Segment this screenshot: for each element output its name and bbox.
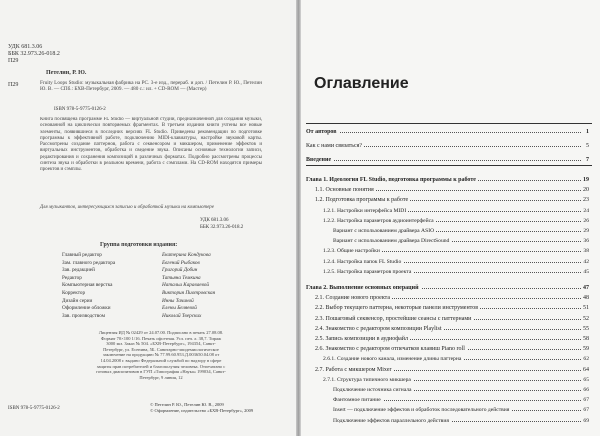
toc-entry-label: 2.7.1. Структура типичного микшера [323,376,411,383]
toc-entry[interactable] [301,247,591,256]
bbk-code-bottom: ББК 32.973.26-018.2 [200,225,244,230]
toc-entry[interactable] [301,325,591,334]
page-title: Оглавление [314,75,409,92]
imprint-text: Лицензия ИД № 02429 от 24.07.00. Подписано в печать 27.08.08. Формат 70×100 1/16. Печать офсетная. Усл. печ. л. 38,7. Тираж 3000 экз. Заказ № 504. «БХВ-Петербург», 194354, Санкт-Петербург, ул. Есенина, 5Б. Санитарно-эпидемиологическое заключение на продукцию № 77.99.60.953.Д.003650.04.08 от 14.04.2008 г. выдано Федеральной службой по надзору в сфере защиты прав потребителей и благополучия человека. Отпечатано с готовых диапозитивов в ГУП «Типография «Наука» 199034, Санкт-Петербург, 9 линия, 12 [96,330,226,380]
toc-entry[interactable] [301,196,591,205]
toc-entry-label: 1.2. Подготовка программы к работе [315,197,409,204]
toc-page-number: 38 [583,248,589,255]
staff-row: Зам. главного редактора Евгений Рыбаков [62,259,200,266]
toc-entry[interactable] [301,396,591,405]
toc-page-number: 67 [583,407,589,414]
toc-leader-dots [306,160,581,161]
toc-entry[interactable] [301,258,591,267]
staff-row: Зав. редакцией Григорий Добин [62,267,198,274]
toc-entry-label: 1.2.2. Настройка параметров аудиоинтерфейса [323,217,434,224]
toc-page-number: 45 [583,268,589,275]
staff-row: Корректор Виктория Пиотровская [62,289,216,296]
toc-entry[interactable] [301,417,591,426]
toc-entry[interactable] [301,268,591,277]
staff-row: Дизайн серии Инны Тачиной [62,297,194,304]
toc-entry-label: Insert — подключение эффектов и обработок последовательного действия [333,407,510,414]
toc-entry-label: Введение [306,157,332,163]
staff-row: Редактор Татьяна Темкина [62,274,201,281]
toc-entry-label: Подключение источника сигнала [333,387,412,393]
toc-entry[interactable] [301,315,591,324]
toc-entry[interactable] [301,345,591,354]
book-description: Fruity Loops Studio: музыкальная фабрика на PC. 3-е изд., перераб. и доп. / Петелин Р. Ю., Петелин Ю. В. — СПб.: БХВ-Петербург, 2009. — 480 с.: ил. + CD-ROM — (Мастер) [40,80,262,93]
toc-entry[interactable] [301,186,591,195]
toc-entry-label: 2.4. Знакомство с редактором композиции Playlist [315,325,442,332]
toc-page-number: 59 [583,346,589,353]
toc-entry[interactable] [301,355,591,364]
toc-entry-label: 2.7. Работа с микшером Mixer [315,366,392,373]
toc-entry-label: 2.2. Выбор текущего паттерна, некоторые панели инструментов [315,305,479,312]
section-divider [306,165,592,166]
toc-page-number: 52 [583,315,589,322]
toc-page-number: 69 [583,417,589,424]
toc-leader-dots [306,132,581,133]
toc-entry[interactable] [301,304,591,313]
audience-note: Для музыкантов, интересующихся записью и обработкой музыки на компьютере [40,205,215,210]
toc-page-number: 20 [583,187,589,194]
staff-row: Оформление обложки Елены Беляевой [62,305,197,312]
toc-entry[interactable] [301,386,591,395]
staff-row: Компьютерная верстка Натальи Караваевой [62,282,209,289]
toc-page-number: 64 [583,366,589,373]
udk-code-bottom: УДК 681.3.06 [200,218,229,223]
toc-page-number: 48 [583,295,589,302]
toc-page-number: 67 [583,397,589,404]
toc-page-number: 47 [583,285,589,291]
toc-entry[interactable] [301,227,591,236]
toc-entry-label: Вариант с использованием драйвера DirectSound [333,238,450,245]
udk-code: УДК 681.3.06 [8,44,43,50]
toc-entry-label: От авторов [306,129,337,135]
toc-entry-label: Фантомное питание [333,397,381,404]
catalog-code-side: П29 [8,82,19,88]
toc-page-number: 19 [583,177,589,183]
bbk-code: ББК 32.973.26-018.2 [8,51,60,57]
toc-entry[interactable] [301,294,591,303]
toc-page-number: 36 [583,238,589,245]
toc-entry-label: 1.2.5. Настройка параметров проекта [323,268,412,275]
toc-entry-label: 2.6.1. Создание нового канала, изменение длины паттерна [323,356,462,363]
toc-entry-label: 1.2.3. Общие настройки [323,248,380,255]
toc-entry-label: Как с нами связаться? [306,143,363,149]
toc-entry-label: 2.3. Пошаговый секвенсор, простейшие сеансы с паттернами [315,315,472,322]
left-page [0,0,296,436]
staff-row: Зав. производством Николай Тверских [62,312,202,319]
toc-entry-label: Вариант с использованием драйвера ASIO [333,228,435,234]
isbn-line: ISBN 978-5-9775-0126-2 [54,107,106,112]
toc-page-number: 62 [583,356,589,363]
toc-page-number: 42 [583,258,589,265]
toc-entry-label: 2.6. Знакомство с редактором отпечатков клавиш Piano roll [315,346,465,353]
toc-entry[interactable] [301,406,591,415]
toc-entry-label: 1.1. Основные понятия [315,187,374,194]
toc-entry-label: Глава 1. Идеология FL Studio, подготовка программы к работе [306,177,476,183]
top-divider [306,123,592,124]
toc-entry-label: Подключение эффектов параллельного действия [333,417,449,424]
staff-title: Группа подготовки издания: [100,242,178,248]
toc-page-number: 29 [583,228,589,234]
toc-page-number: 58 [583,336,589,342]
toc-page-number: 24 [583,207,589,214]
toc-entry-label: Глава 2. Выполнение основных операций [306,285,419,291]
toc-entry-label: 1.2.1. Настройки интерфейса MIDI [323,207,407,214]
staff-list [62,252,215,320]
toc-page-number: 7 [586,157,589,163]
toc-entry[interactable] [301,142,591,151]
toc-page-number: 1 [586,129,589,135]
toc-entry[interactable] [301,156,591,165]
toc-entry[interactable] [301,335,591,344]
catalog-code: П29 [8,58,19,64]
toc-entry-label: 2.1. Создание нового проекта [315,295,391,302]
toc-page-number: 26 [583,217,589,224]
toc-page-number: 5 [586,143,589,149]
toc-page-number: 65 [583,376,589,383]
staff-row: Главный редактор Екатерина Кондукова [62,252,211,258]
toc-entry[interactable] [301,207,591,216]
toc-page-number: 55 [583,325,589,332]
right-page [301,0,600,436]
toc-entry[interactable] [301,366,591,375]
toc-entry-label: 1.2.4. Настройка папок FL Studio [323,258,402,265]
abstract-text: Книга посвящена программе FL Studio — виртуальной студии, предназначенной для создания музыки, основанной на циклически повторяемых фрагментах. В третьем издании книги учтены все новые элементы, появившиеся в последних версиях FL Studio. Приведены рекомендации по подготовке программы к эффективной работе, подключению MIDI-клавиатуры, настройке звуковой карты. Рассмотрены создание паттернов, работа с секвенсором и микшером, применение эффектов и виртуальных инструментов, обработка и сведение звука. Описаны основные технологии записи, редактирования и сохранения композиций в различных форматах. Подробно рассмотрены процессы синтеза звука и обработки в реальном времени, работа с сэмплами. На CD-ROM находятся примеры проектов и сэмплы. [40,117,262,173]
toc-entry[interactable] [301,128,591,137]
toc-entry-label: 2.5. Запись композиции в аудиофайл [315,336,408,342]
toc-page-number: 66 [583,387,589,393]
author-name: Петелин, Р. Ю. [46,70,87,76]
toc-entry[interactable] [301,217,591,226]
copyright-notice: © Петелин Р. Ю., Петелин Ю. В., 2009 © Оформление, издательство «БХВ-Петербург», 2009 [150,402,254,413]
toc-page-number: 51 [583,305,589,312]
toc-entry[interactable] [301,284,591,293]
toc-entry[interactable] [301,176,591,185]
toc-entry[interactable] [301,376,591,385]
toc-page-number: 23 [583,197,589,204]
isbn-bottom: ISBN 978-5-9775-0126-2 [8,406,60,411]
toc-entry[interactable] [301,237,591,246]
